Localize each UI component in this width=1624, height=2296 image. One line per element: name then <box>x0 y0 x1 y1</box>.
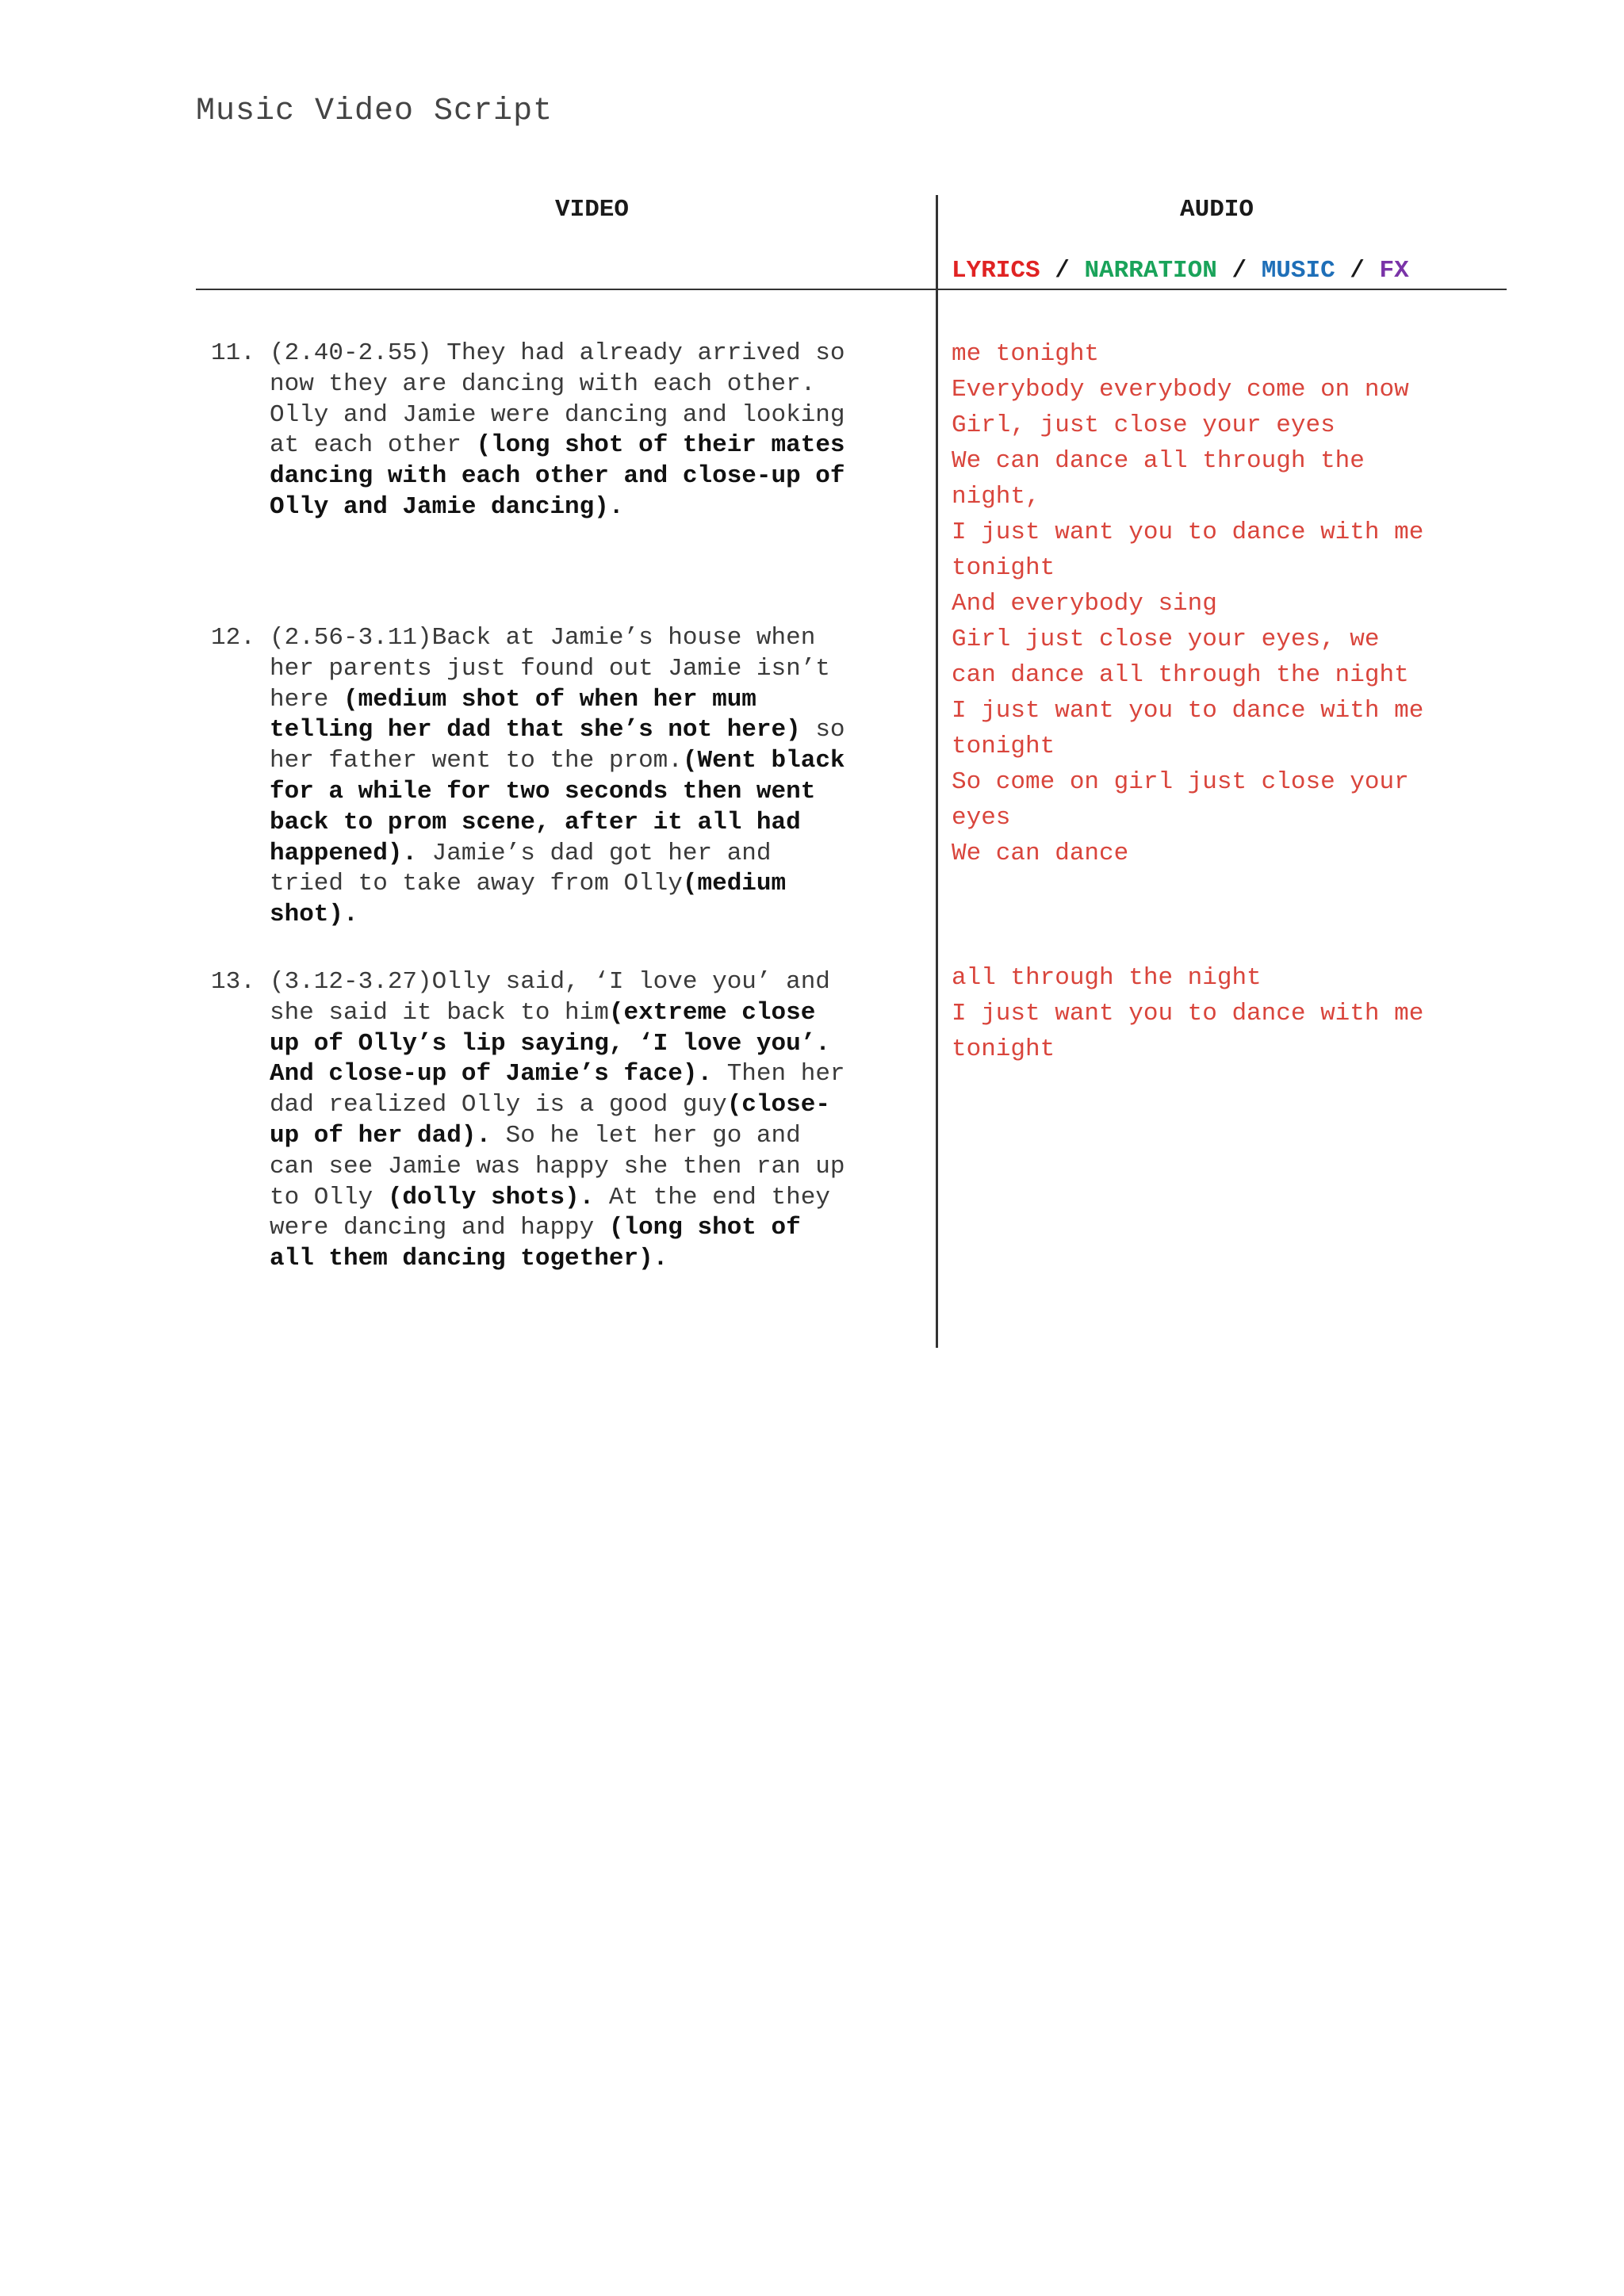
shot-number: 12. <box>211 624 255 652</box>
shot-direction-text: (medium shot of when her mum <box>343 685 756 714</box>
shot-line: all them dancing together). <box>270 1245 668 1273</box>
shot-action-text: At the end they <box>594 1183 830 1211</box>
audio-column-header: AUDIO <box>1180 196 1254 224</box>
shot-line-text: (2.40-2.55) They had already arrived so <box>270 339 845 367</box>
shot-line <box>270 715 909 746</box>
shot-line <box>270 869 909 900</box>
legend-narration: NARRATION <box>1084 257 1217 285</box>
lyric-line: me tonight <box>952 340 1100 368</box>
video-column-header: VIDEO <box>555 196 630 224</box>
lyric-line: tonight <box>952 1035 1055 1063</box>
lyric-line: Girl, just close your eyes <box>952 411 1335 439</box>
lyric-line: eyes <box>952 804 1011 832</box>
shot-direction-text: up of her dad). <box>270 1121 492 1150</box>
shot-line <box>270 430 909 461</box>
shot-description <box>270 339 909 523</box>
lyric-line: And everybody sing <box>952 590 1217 618</box>
shot-direction-text: (long shot of <box>608 1214 801 1242</box>
shot-action-text: So he let her go and <box>491 1121 801 1150</box>
shot-direction-text: happened). <box>270 839 418 867</box>
shot-line <box>270 839 909 870</box>
shot-direction-text: (Went black <box>682 747 845 775</box>
shot-line: dancing with each other and close-up of <box>270 462 845 491</box>
shot-action-text: so <box>800 716 845 744</box>
shot-number: 11. <box>211 339 255 367</box>
shot-12 <box>211 623 909 931</box>
lyric-line: tonight <box>952 554 1055 582</box>
lyrics-block-2 <box>952 960 1507 1067</box>
lyric-line: all through the night <box>952 964 1262 992</box>
shot-action-text: dad realized Olly is a good guy <box>270 1091 727 1119</box>
shot-action-text: were dancing and happy <box>270 1214 609 1242</box>
shot-line <box>270 685 909 716</box>
shot-action-text: tried to take away from Olly <box>270 870 683 898</box>
shot-description <box>270 967 909 1275</box>
shot-13 <box>211 967 909 1275</box>
shot-line: can see Jamie was happy she then ran up <box>270 1152 845 1181</box>
shot-description <box>270 623 909 931</box>
shot-action-text: to Olly <box>270 1183 388 1211</box>
shot-line: her parents just found out Jamie isn’t <box>270 654 830 683</box>
legend-lyrics: LYRICS <box>952 257 1040 285</box>
shot-line <box>270 1059 909 1090</box>
header-divider <box>196 289 1507 290</box>
shot-line <box>270 746 909 777</box>
lyric-line: tonight <box>952 733 1055 760</box>
legend-separator: / <box>1040 257 1085 285</box>
shot-direction-text: And close-up of Jamie’s face). <box>270 1060 713 1089</box>
document-title: Music Video Script <box>196 94 553 129</box>
lyric-line: We can dance all through the <box>952 447 1365 475</box>
shot-direction-text: telling her dad that she’s not here) <box>270 716 801 744</box>
shot-line: shot). <box>270 901 358 929</box>
legend-music: MUSIC <box>1261 257 1335 285</box>
lyric-line: I just want you to dance with me <box>952 519 1424 546</box>
shot-line: for a while for two seconds then went <box>270 777 816 806</box>
shot-action-text: here <box>270 685 344 714</box>
legend-fx: FX <box>1379 257 1409 285</box>
shot-action-text: her father went to the prom. <box>270 747 683 775</box>
shot-line <box>270 1183 909 1214</box>
shot-line: (3.12-3.27)Olly said, ‘I love you’ and <box>270 968 830 996</box>
shot-number: 13. <box>211 968 255 996</box>
lyric-line: We can dance <box>952 840 1129 867</box>
shot-line <box>211 339 909 369</box>
shot-line <box>270 1121 909 1152</box>
shot-action-text: Then her <box>712 1060 845 1089</box>
lyric-line: I just want you to dance with me <box>952 697 1424 725</box>
shot-direction-text: (medium <box>682 870 787 898</box>
shot-line: now they are dancing with each other. <box>270 369 816 398</box>
lyric-line: Everybody everybody come on now <box>952 376 1409 404</box>
lyrics-block-1 <box>952 336 1507 871</box>
shot-line: Olly and Jamie were dancing and looking <box>270 400 845 429</box>
shot-line: up of Olly’s lip saying, ‘I love you’. <box>270 1029 830 1058</box>
shot-direction-text: (dolly shots). <box>387 1183 595 1211</box>
shot-action-text: she said it back to him <box>270 998 609 1027</box>
shot-direction-text: (extreme close <box>608 998 816 1027</box>
lyric-line: Girl just close your eyes, we <box>952 626 1380 653</box>
shot-action-text: at each other <box>270 431 477 460</box>
shot-11 <box>211 339 909 523</box>
legend-separator: / <box>1335 257 1380 285</box>
lyric-line: I just want you to dance with me <box>952 1000 1424 1027</box>
shot-line <box>270 1213 909 1244</box>
lyric-line: So come on girl just close your <box>952 768 1409 796</box>
shot-line <box>270 1090 909 1121</box>
shot-line: Olly and Jamie dancing). <box>270 492 624 521</box>
lyric-line: night, <box>952 483 1040 511</box>
shot-action-text: Jamie’s dad got her and <box>417 839 772 867</box>
column-divider <box>936 195 938 1348</box>
shot-direction-text: (close- <box>726 1091 830 1119</box>
audio-legend <box>952 257 1409 285</box>
shot-line: (2.56-3.11)Back at Jamie’s house when <box>270 624 816 652</box>
shot-line: back to prom scene, after it all had <box>270 808 801 836</box>
legend-separator: / <box>1216 257 1262 285</box>
lyric-line: can dance all through the night <box>952 661 1409 689</box>
shot-direction-text: (long shot of their mates <box>476 431 845 460</box>
shot-line <box>270 998 909 1029</box>
